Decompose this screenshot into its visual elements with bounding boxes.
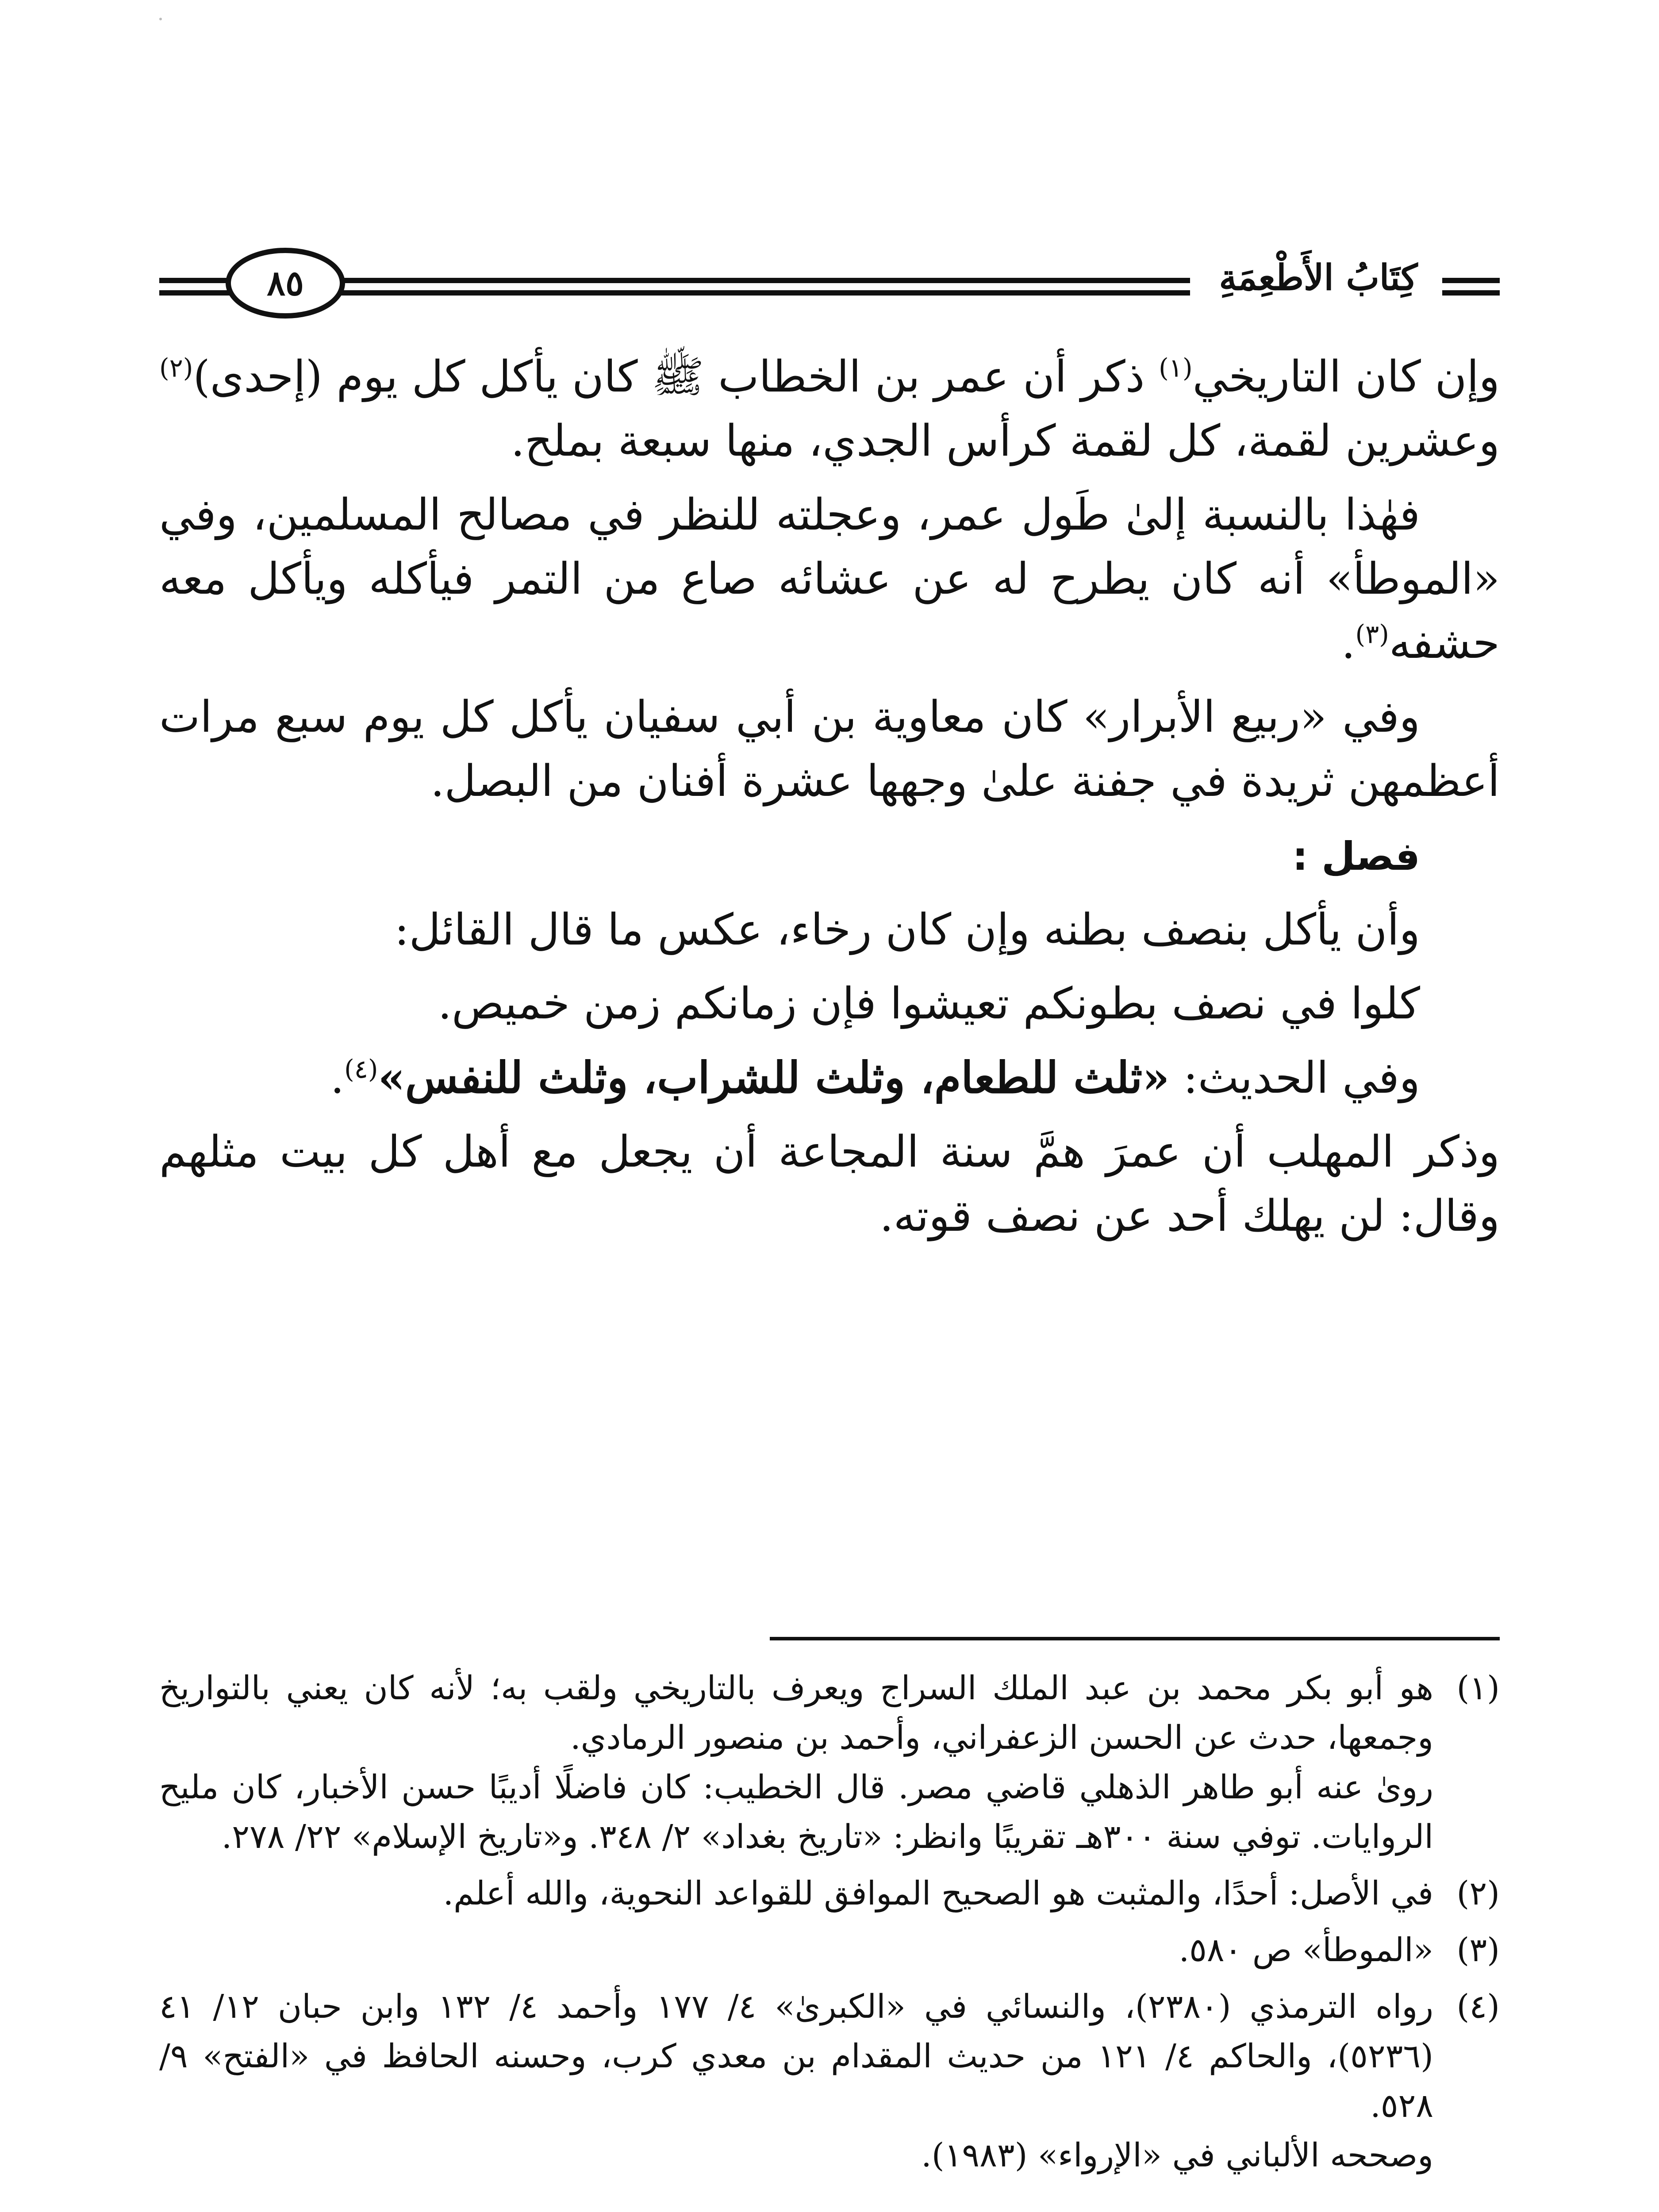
main-text [159,345,1500,1258]
footnote-ref-1[interactable]: (١) [1159,353,1193,383]
hadith-quote: «ثلث للطعام، وثلث للشراب، وثلث للنفس» [378,1052,1170,1103]
footnote-number: (١) [1456,1669,1500,1707]
page-number: ٨٥ [226,248,345,319]
footnote-2 [159,1869,1500,1918]
footnote-text: هو أبو بكر محمد بن عبد الملك السراج ويعرف بالتاريخي ولقب به؛ لأنه كان يعني بالتواريخ وجمعها، حدث عن الحسن الزعفراني، وأحمد بن منصور الرمادي. روىٰ عنه أبو طاهر الذهلي قاضي مصر. قال الخطيب: كان فاضلًا أديبًا حسن الأخبار، كان مليح الروايات. توفي سنة ٣٠٠هـ تقريبًا وانظر: «تاريخ بغداد» ٢/ ٣٤٨. و«تاريخ الإسلام» ٢٢/ ٢٧٨. [159,1669,1433,1856]
footnote-separator [770,1637,1500,1640]
footnote-text: في الأصل: أحدًا، والمثبت هو الصحيح الموافق للقواعد النحوية، والله أعلم. [443,1874,1433,1912]
footnote-3 [159,1925,1500,1975]
running-header [159,248,1500,323]
scan-dot [159,18,162,20]
footnote-ref-4[interactable]: (٤) [344,1054,378,1084]
footnote-1 [159,1663,1500,1862]
header-rule-right-bottom [1442,290,1500,296]
footnote-ref-2[interactable]: (٢) [159,353,193,383]
paragraph-5: كلوا في نصف بطونكم تعيشوا فإن زمانكم زمن خميص. [438,979,1420,1029]
footnote-text: «الموطأ» ص ٥٨٠. [1179,1931,1433,1969]
paragraph-2: فهٰذا بالنسبة إلىٰ طَول عمر، وعجلته للنظر في مصالح المسلمين، وفي «الموطأ» أنه كان يطرح له عن عشائه صاع من التمر فيأكله ويأكل معه حشفه$^{(٣)}$. [159,490,1500,668]
section-heading: فصل : [1292,833,1420,879]
footnote-ref-3[interactable]: (٣) [1355,619,1389,649]
book-title: كِتَابُ الأَطْعِمَةِ [1203,257,1433,298]
paragraph-3: وفي «ربيع الأبرار» كان معاوية بن أبي سفيان يأكل كل يوم سبع مرات أعظمهن ثريدة في جفنة علىٰ وجهها عشرة أفنان من البصل. [159,692,1500,806]
footnote-4 [159,1982,1500,2180]
footnotes [159,1663,1500,2187]
paragraph-7: وذكر المهلب أن عمرَ همَّ سنة المجاعة أن يجعل مع أهل كل بيت مثلهم وقال: لن يهلك أحد عن نصف قوته. [159,1127,1500,1241]
footnote-text: رواه الترمذي (٢٣٨٠)، والنسائي في «الكبرىٰ» ٤/ ١٧٧ وأحمد ٤/ ١٣٢ وابن حبان ١٢/ ٤١ (٥٢٣٦)، والحاكم ٤/ ١٢١ من حديث المقدام بن معدي كرب، وحسنه الحافظ في «الفتح» ٩/ ٥٢٨. وصححه الألباني في «الإرواء» (١٩٨٣). [159,1988,1434,2174]
footnote-number: (٢) [1456,1874,1500,1912]
footnote-number: (٣) [1456,1931,1500,1969]
paragraph-6: وفي الحديث: «ثلث للطعام، وثلث للشراب، وثلث للنفس»$^{(٤)}$. [330,1052,1420,1103]
footnote-number: (٤) [1456,1988,1500,2026]
paragraph-4: وأن يأكل بنصف بطنه وإن كان رخاء، عكس ما قال القائل: [394,905,1420,955]
paragraph-1: وإن كان التاريخي$^{(١)}$ ذكر أن عمر بن الخطاب ﷺ كان يأكل كل يوم (إحدى)$^{(٢)}$ وعشرين لقمة، كل لقمة كرأس الجدي، منها سبعة بملح. [159,352,1500,466]
header-rule-right-top [1442,278,1500,283]
